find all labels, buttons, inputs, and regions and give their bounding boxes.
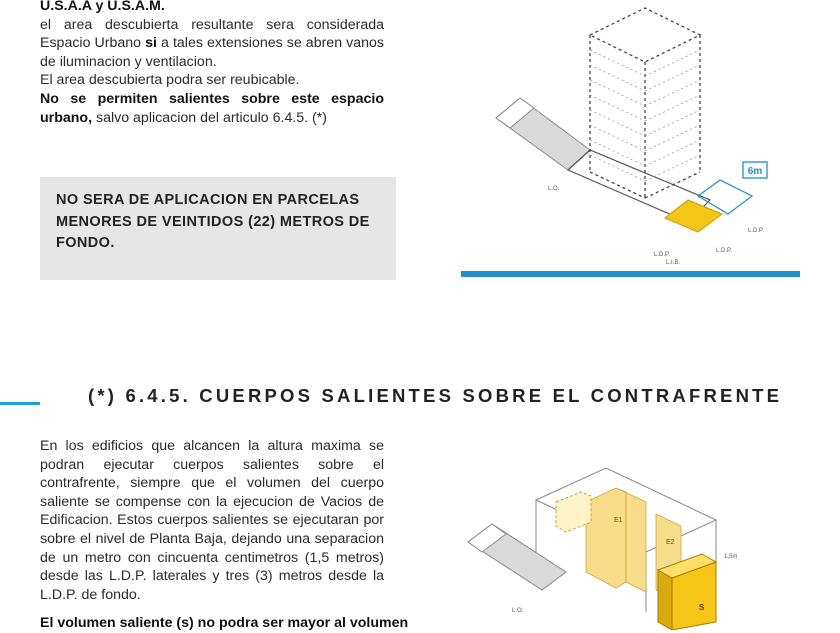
projections-diagram xyxy=(466,462,756,630)
paragraph-projections: En los edificios que alcancen la altura maxima se podran ejecutar cuerpos salientes sobre el contrafrente, siempre que el volumen del cuerpo saliente se compense con la ejecucion de Vacios de Edificacion. Estos cuerpos salientes se ejecutaran por sobre el nivel de Planta Baja, dejando una separacion de un metro con cincuenta centimetros (1,5 metros) desde las L.D.P. laterales y tres (3) metros desde la L.D.P. de fondo. xyxy=(40,438,384,603)
callout-line: MENORES DE VEINTIDOS (22) METROS DE xyxy=(56,213,370,230)
volume-label: E2 xyxy=(666,539,675,546)
line-label: L.D.P. xyxy=(654,252,670,258)
intro-text xyxy=(40,0,384,127)
line-label: L.D.P. xyxy=(748,228,764,234)
text-bold: No se permiten salientes sobre este espacio urbano, xyxy=(40,90,384,126)
text-bold: si xyxy=(145,35,157,52)
callout-line: FONDO. xyxy=(56,235,115,251)
accent-bar xyxy=(461,271,800,277)
text: a tales extensiones se abren vanos de iluminacion y ventilacion. xyxy=(40,35,385,70)
text: salvo aplicacion del articulo 6.4.5. (*) xyxy=(92,109,328,126)
line-label: L.O. xyxy=(548,186,560,192)
paragraph-urban-space xyxy=(40,16,384,72)
tower-volume xyxy=(590,8,700,198)
paragraph-no-projections xyxy=(40,90,384,127)
callout-line: NO SERA DE APLICACION EN PARCELAS xyxy=(56,192,360,208)
dimension-tag-text: 6m xyxy=(747,166,763,177)
line-label: L.D.P. xyxy=(716,248,732,254)
heading-accent-line xyxy=(0,402,40,405)
paragraph-volume: El volumen saliente (s) no podra ser mayor al volumen xyxy=(40,615,409,631)
zone-label: U.S.A.A y U.S.A.M. xyxy=(40,0,165,14)
projection-box-side xyxy=(658,570,672,630)
text: el area descubierta resultante sera considerada Espacio Urbano xyxy=(40,16,384,52)
section-heading: (*) 6.4.5. CUERPOS SALIENTES SOBRE EL CONTRAFRENTE xyxy=(88,385,783,406)
line-label: L.I.B. xyxy=(666,260,681,266)
volume-label: E1 xyxy=(614,517,623,524)
line-label: L.O. xyxy=(512,608,524,614)
dimension-label: 1,5m xyxy=(724,554,738,560)
tower-diagram xyxy=(490,0,820,270)
callout-box xyxy=(40,177,396,280)
volume-label: S xyxy=(699,603,705,612)
paragraph-relocatable: El area descubierta podra ser reubicable. xyxy=(40,72,300,89)
